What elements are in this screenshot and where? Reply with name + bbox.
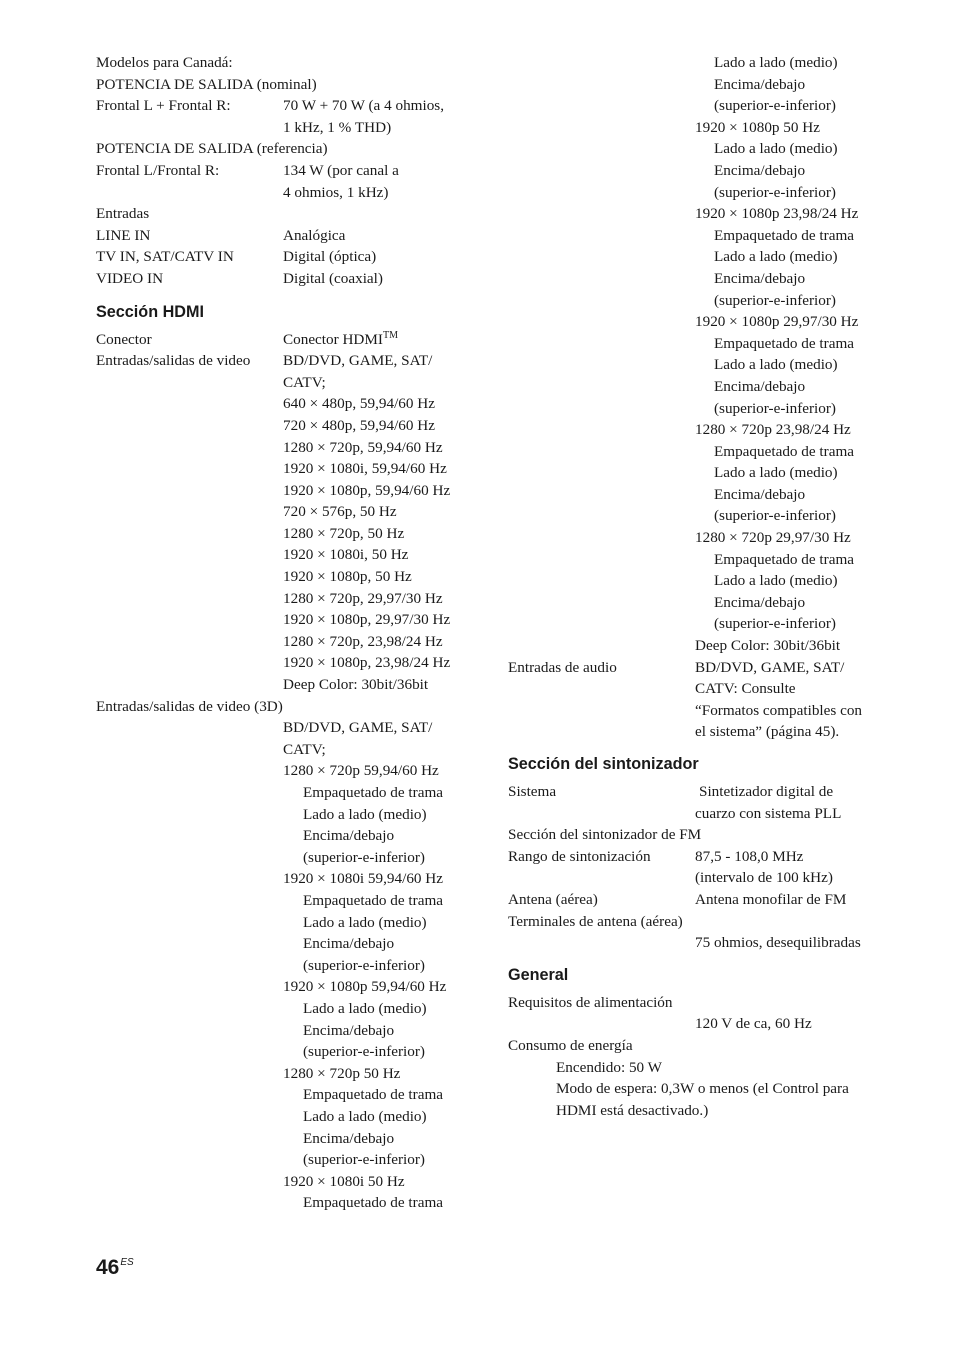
format-sub: Encima/debajo: [303, 827, 395, 845]
format-line: 1280 × 720p 29,97/30 Hz: [695, 529, 851, 547]
format-line: 1280 × 720p, 59,94/60 Hz: [283, 438, 443, 456]
spec-row: [96, 225, 486, 247]
spec-label: TV IN, SAT/CATV IN: [96, 248, 234, 266]
format-sub: Empaquetado de trama: [714, 550, 855, 568]
format-sub: Lado a lado (medio): [714, 140, 838, 158]
format-line: 1280 × 720p, 50 Hz: [283, 524, 405, 542]
fm-section-label: Sección del sintonizador de FM: [508, 826, 702, 844]
format-sub: Empaquetado de trama: [714, 334, 855, 352]
format-sub: Empaquetado de trama: [303, 1194, 444, 1212]
spec-value: 75 ohmios, desequilibradas: [695, 934, 861, 952]
spec-value: BD/DVD, GAME, SAT/: [283, 352, 433, 370]
format-sub: Lado a lado (medio): [714, 248, 838, 266]
format-sub: Encima/debajo: [303, 1129, 395, 1147]
spec-value: 1 kHz, 1 % THD): [283, 118, 392, 136]
spec-row: [96, 329, 486, 351]
spec-value: Analógica: [283, 226, 346, 244]
spec-label: Consumo de energía: [508, 1036, 633, 1054]
section-heading-hdmi: Sección HDMI: [96, 302, 204, 321]
format-sub: (superior-e-inferior): [714, 183, 836, 201]
format-line: 640 × 480p, 59,94/60 Hz: [283, 395, 435, 413]
spec-value: Digital (coaxial): [283, 269, 383, 287]
format-sub: Lado a lado (medio): [303, 805, 427, 823]
spec-value: Digital (óptica): [283, 248, 377, 266]
format-sub: Lado a lado (medio): [714, 54, 838, 71]
format-sub: (superior-e-inferior): [303, 1043, 425, 1061]
canada-models: Modelos para Canadá:: [96, 54, 233, 71]
format-line: 1920 × 1080i 50 Hz: [283, 1172, 405, 1190]
page-number-value: 46: [96, 1256, 120, 1279]
format-line: 1920 × 1080p, 29,97/30 Hz: [283, 611, 451, 629]
spec-value: HDMI está desactivado.): [556, 1101, 709, 1119]
format-sub: Lado a lado (medio): [303, 999, 427, 1017]
page-number: [96, 1256, 134, 1280]
language-code: ES: [120, 1257, 134, 1268]
format-sub: Lado a lado (medio): [714, 464, 838, 482]
spec-value: 4 ohmios, 1 kHz): [283, 183, 389, 201]
format-line: 1920 × 1080p 29,97/30 Hz: [695, 313, 859, 331]
format-sub: (superior-e-inferior): [303, 848, 425, 866]
spec-row: [96, 350, 486, 372]
format-line: 1920 × 1080i, 50 Hz: [283, 546, 409, 564]
spec-label: Terminales de antena (aérea): [508, 912, 683, 930]
format-sub: (superior-e-inferior): [714, 291, 836, 309]
right-column: [508, 52, 898, 1121]
format-line: 1920 × 1080i, 59,94/60 Hz: [283, 460, 447, 478]
format-line: 1920 × 1080p, 50 Hz: [283, 568, 412, 586]
format-line: 1920 × 1080p, 59,94/60 Hz: [283, 481, 451, 499]
format-sub: Empaquetado de trama: [303, 891, 444, 909]
connector-value: Conector HDMI: [283, 330, 383, 348]
spec-value: 87,5 - 108,0 MHz: [695, 847, 804, 865]
format-sub: (superior-e-inferior): [714, 97, 836, 115]
spec-row: [96, 268, 486, 290]
format-sub: Empaquetado de trama: [303, 1086, 444, 1104]
format-line: BD/DVD, GAME, SAT/: [283, 719, 433, 737]
format-sub: Encima/debajo: [714, 269, 806, 287]
left-column: [96, 52, 486, 1214]
spec-label: Requisitos de alimentación: [508, 993, 673, 1011]
format-sub: Lado a lado (medio): [714, 356, 838, 374]
spec-label: Frontal L + Frontal R:: [96, 97, 231, 115]
deep-color-line: Deep Color: 30bit/36bit: [695, 637, 841, 655]
format-sub: (superior-e-inferior): [303, 956, 425, 974]
format-sub: Encima/debajo: [714, 593, 806, 611]
spec-value: Antena monofilar de FM: [695, 890, 847, 908]
format-sub: Lado a lado (medio): [714, 572, 838, 590]
spec-row: [508, 657, 898, 679]
format-line: 1280 × 720p, 23,98/24 Hz: [283, 632, 443, 650]
spec-value: Sintetizador digital de: [699, 783, 834, 800]
spec-value: Encendido: 50 W: [556, 1058, 663, 1076]
spec-value: BD/DVD, GAME, SAT/: [695, 658, 845, 676]
format-line: 1920 × 1080i 59,94/60 Hz: [283, 870, 444, 888]
format-line: 1280 × 720p 50 Hz: [283, 1064, 401, 1082]
format-line: 1280 × 720p 23,98/24 Hz: [695, 421, 851, 439]
spec-value: el sistema” (página 45).: [695, 723, 840, 741]
spec-label: Sistema: [508, 783, 557, 800]
format-line: 1920 × 1080p 23,98/24 Hz: [695, 205, 859, 223]
format-sub: Encima/debajo: [714, 75, 806, 93]
format-line: CATV;: [283, 740, 326, 758]
format-sub: (superior-e-inferior): [714, 615, 836, 633]
spec-label: Antena (aérea): [508, 890, 598, 908]
format-sub: Encima/debajo: [714, 485, 806, 503]
section-heading-general: General: [508, 965, 569, 984]
format-line: 720 × 480p, 59,94/60 Hz: [283, 416, 435, 434]
format-sub: Empaquetado de trama: [714, 226, 855, 244]
format-line: CATV;: [283, 373, 326, 391]
spec-value: (intervalo de 100 kHz): [695, 869, 833, 887]
format-sub: Empaquetado de trama: [714, 442, 855, 460]
video-3d-label: Entradas/salidas de video (3D): [96, 697, 283, 715]
spec-label: LINE IN: [96, 226, 151, 244]
spec-label: Conector: [96, 330, 152, 348]
inputs-title: Entradas: [96, 205, 150, 223]
format-line: 1920 × 1080p 59,94/60 Hz: [283, 978, 447, 996]
spec-value: [283, 329, 486, 351]
format-sub: Lado a lado (medio): [303, 1107, 427, 1125]
spec-value: CATV: Consulte: [695, 680, 796, 698]
spec-value: 70 W + 70 W (a 4 ohmios,: [283, 97, 445, 115]
spec-value: Modo de espera: 0,3W o menos (el Control para: [556, 1080, 849, 1098]
format-line: Deep Color: 30bit/36bit: [283, 676, 429, 694]
spec-row: [508, 846, 898, 868]
spec-label: Rango de sintonización: [508, 847, 651, 865]
trademark-mark: TM: [382, 329, 398, 341]
format-line: 1920 × 1080p 50 Hz: [695, 118, 820, 136]
spec-value: “Formatos compatibles con: [695, 701, 863, 719]
section-heading-tuner: Sección del sintonizador: [508, 755, 699, 773]
format-sub: Encima/debajo: [714, 161, 806, 179]
spec-value: 120 V de ca, 60 Hz: [695, 1015, 812, 1033]
spec-label: Entradas/salidas de video: [96, 352, 251, 370]
spec-value: 134 W (por canal a: [283, 161, 399, 179]
spec-label: Frontal L/Frontal R:: [96, 161, 220, 179]
spec-label: VIDEO IN: [96, 269, 164, 287]
format-line: 1280 × 720p, 29,97/30 Hz: [283, 589, 443, 607]
format-sub: Encima/debajo: [303, 1021, 395, 1039]
power-nominal-title: POTENCIA DE SALIDA (nominal): [96, 75, 317, 93]
format-line: 720 × 576p, 50 Hz: [283, 503, 397, 521]
format-sub: Encima/debajo: [714, 377, 806, 395]
format-line: 1280 × 720p 59,94/60 Hz: [283, 762, 439, 780]
spec-row: [508, 781, 898, 803]
format-sub: Encima/debajo: [303, 935, 395, 953]
format-sub: Empaquetado de trama: [303, 784, 444, 801]
format-sub: (superior-e-inferior): [714, 507, 836, 525]
power-ref-title: POTENCIA DE SALIDA (referencia): [96, 140, 328, 158]
format-sub: (superior-e-inferior): [714, 399, 836, 417]
spec-label: Entradas de audio: [508, 658, 617, 676]
spec-row: [96, 95, 486, 117]
format-sub: Lado a lado (medio): [303, 913, 427, 931]
format-line: 1920 × 1080p, 23,98/24 Hz: [283, 654, 451, 672]
spec-row: [96, 246, 486, 268]
spec-row: [96, 160, 486, 182]
format-sub: (superior-e-inferior): [303, 1151, 425, 1169]
spec-row: [508, 889, 898, 911]
spec-value: cuarzo con sistema PLL: [695, 804, 842, 822]
